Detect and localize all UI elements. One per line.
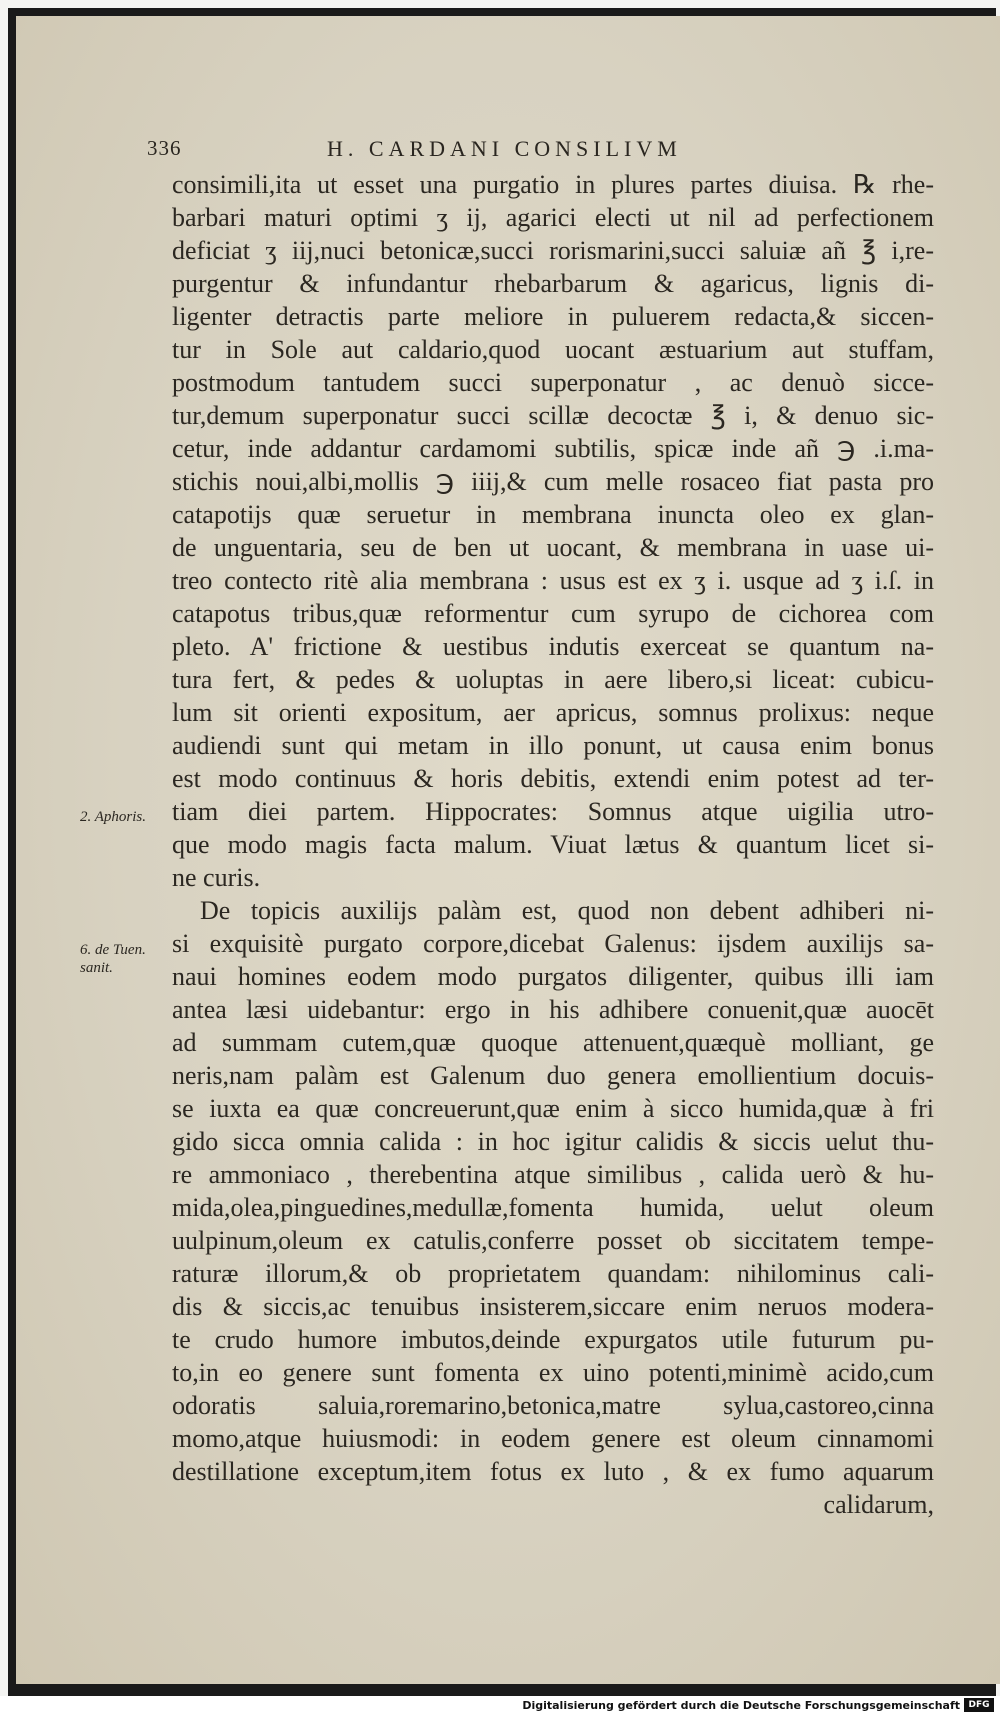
text-line: gido sicca omnia calida : in hoc igitur calidis & siccis uelut thu- xyxy=(172,1127,934,1156)
text-line: De topicis auxilijs palàm est, quod non debent adhiberi ni- xyxy=(200,896,934,925)
text-line: naui homines eodem modo purgatos diligenter, quibus illi iam xyxy=(172,962,934,991)
text-line: consimili,ita ut esset una purgatio in plures partes diuisa. ℞ rhe- xyxy=(172,170,934,199)
text-line: audiendi sunt qui metam in illo ponunt, ut causa enim bonus xyxy=(172,731,934,760)
text-line: neris,nam palàm est Galenum duo genera emollientium docuis- xyxy=(172,1061,934,1090)
text-line: cetur, inde addantur cardamomi subtilis, spicæ inde añ ℈ .i.ma- xyxy=(172,434,934,463)
body-text xyxy=(172,168,934,1521)
text-line: purgentur & infundantur rhebarbarum & agaricus, lignis di- xyxy=(172,269,934,298)
text-line: tur,demum superponatur succi scillæ decoctæ ℥ i, & denuo sic- xyxy=(172,401,934,430)
text-line: odoratis saluia,roremarino,betonica,matre sylua,castoreo,cinna xyxy=(172,1391,934,1420)
text-line: barbari maturi optimi ʒ ij, agarici electi ut nil ad perfectionem xyxy=(172,203,934,232)
funding-credit: Digitalisierung gefördert durch die Deutsche Forschungsgemeinschaft xyxy=(522,1699,960,1712)
text-line: tur in Sole aut caldario,quod uocant æstuarium aut stuffam, xyxy=(172,335,934,364)
page-header xyxy=(147,136,827,164)
text-line: catapotijs quæ seruetur in membrana inuncta oleo ex glan- xyxy=(172,500,934,529)
text-line: dis & siccis,ac tenuibus insisterem,siccare enim neruos modera- xyxy=(172,1292,934,1321)
text-line: raturæ illorum,& ob proprietatem quandam: nihilominus cali- xyxy=(172,1259,934,1288)
text-line: catapotus tribus,quæ reformentur cum syrupo de cichorea com xyxy=(172,599,934,628)
running-head: H. CARDANI CONSILIVM xyxy=(327,136,682,161)
text-line: ligenter detractis parte meliore in puluerem redacta,& siccen- xyxy=(172,302,934,331)
text-line: pleto. A' frictione & uestibus indutis exerceat se quantum na- xyxy=(172,632,934,661)
text-line: si exquisitè purgato corpore,dicebat Galenus: ijsdem auxilijs sa- xyxy=(172,929,934,958)
text-line: ad summam cutem,quæ quoque attenuent,quæquè molliant, ge xyxy=(172,1028,934,1057)
text-line: tiam diei partem. Hippocrates: Somnus atque uigilia utro- xyxy=(172,797,934,826)
margin-note: 6. de Tuen. sanit. xyxy=(80,942,146,976)
text-line: to,in eo genere sunt fomenta ex uino potenti,minimè acido,cum xyxy=(172,1358,934,1387)
dfg-logo: DFG xyxy=(964,1698,994,1712)
text-line: stichis noui,albi,mollis ℈ iiij,& cum melle rosaceo fiat pasta pro xyxy=(172,467,934,496)
text-line: est modo continuus & horis debitis, extendi enim potest ad ter- xyxy=(172,764,934,793)
page-number: 336 xyxy=(147,136,182,160)
text-line: deficiat ʒ iij,nuci betonicæ,succi rorismarini,succi saluiæ añ ℥ i,re- xyxy=(172,236,934,265)
text-line: re ammoniaco , therebentina atque similibus , calida uerò & hu- xyxy=(172,1160,934,1189)
text-line: antea læsi uidebantur: ergo in his adhibere conuenit,quæ auocēt xyxy=(172,995,934,1024)
text-line: de unguentaria, seu de ben ut uocant, & membrana in uase ui- xyxy=(172,533,934,562)
text-line: postmodum tantudem succi superponatur , ac denuò sicce- xyxy=(172,368,934,397)
text-line: te crudo humore imbutos,deinde expurgatos utile futurum pu- xyxy=(172,1325,934,1354)
margin-note: 2. Aphoris. xyxy=(80,809,146,825)
text-line: se iuxta ea quæ concreuerunt,quæ enim à sicco humida,quæ à fri xyxy=(172,1094,934,1123)
text-line: que modo magis facta malum. Viuat lætus & quantum licet si- xyxy=(172,830,934,859)
text-line: tura fert, & pedes & uoluptas in aere libero,si liceat: cubicu- xyxy=(172,665,934,694)
text-line: destillatione exceptum,item fotus ex luto , & ex fumo aquarum xyxy=(172,1457,934,1486)
text-line: uulpinum,oleum ex catulis,conferre posset ob siccitatem tempe- xyxy=(172,1226,934,1255)
text-line: ne curis. xyxy=(172,863,261,892)
catchword-line: calidarum, xyxy=(823,1490,934,1519)
text-line: treo contecto ritè alia membrana : usus est ex ʒ i. usque ad ʒ i.ſ. in xyxy=(172,566,934,595)
footer-bar xyxy=(0,1696,1000,1716)
text-line: momo,atque huiusmodi: in eodem genere est oleum cinnamomi xyxy=(172,1424,934,1453)
text-line: mida,olea,pinguedines,medullæ,fomenta humida, uelut oleum xyxy=(172,1193,934,1222)
text-line: lum sit orienti expositum, aer apricus, somnus prolixus: neque xyxy=(172,698,934,727)
